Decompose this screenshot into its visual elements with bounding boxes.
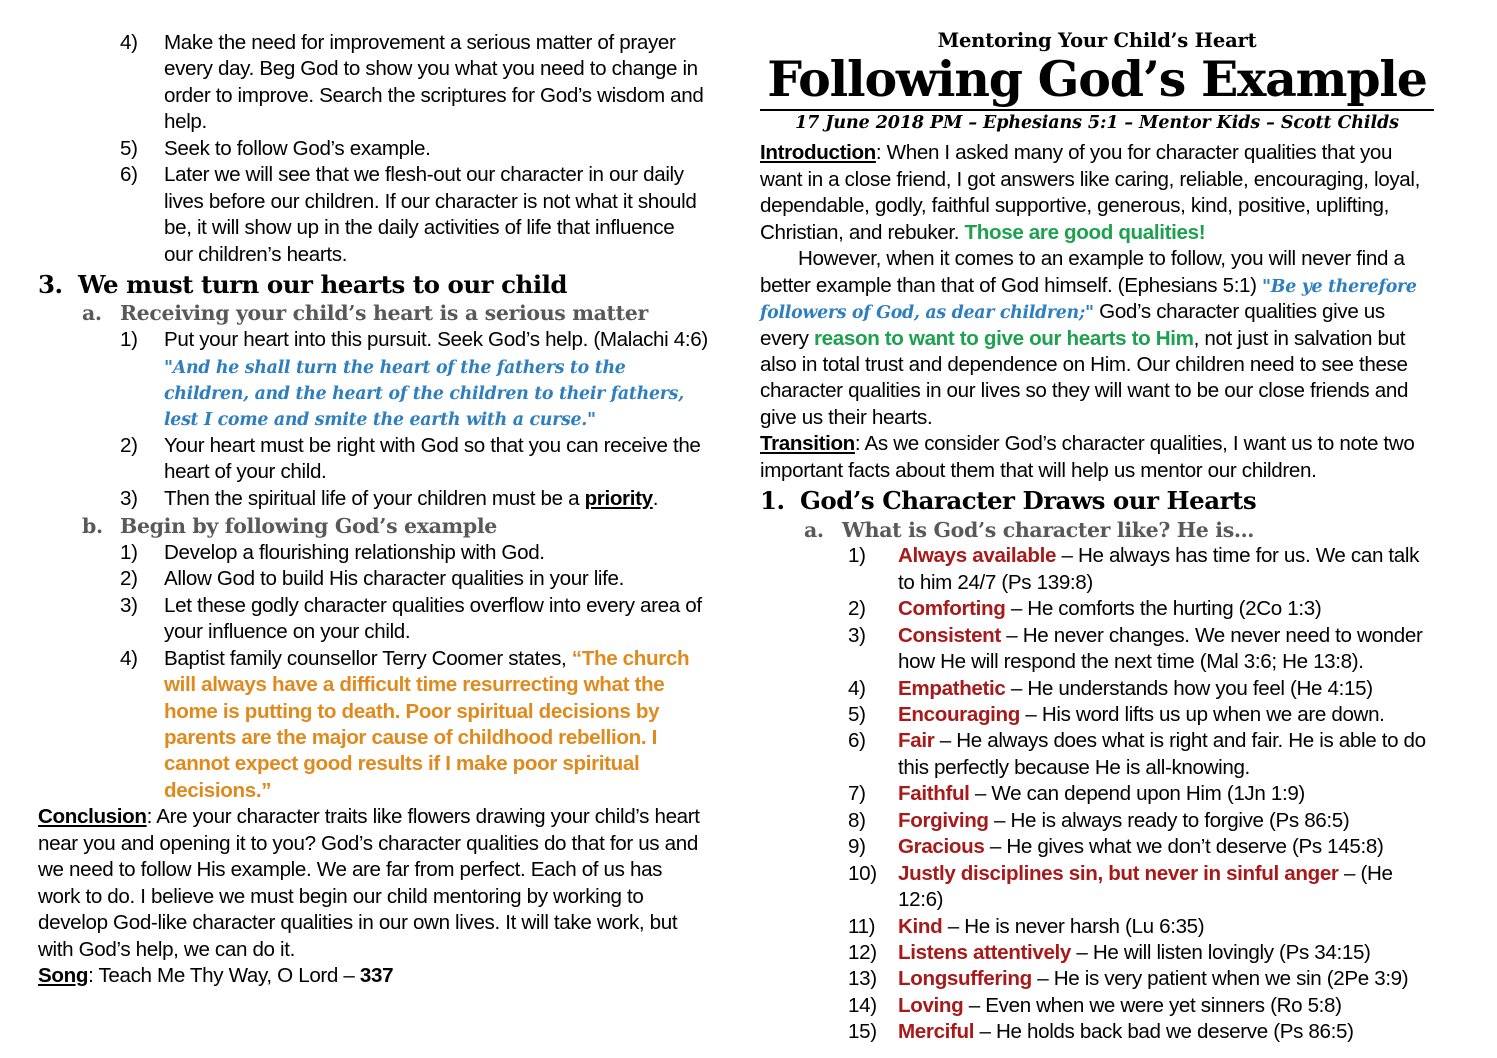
list-item-number: 3) bbox=[120, 593, 138, 617]
heading-number: b. bbox=[82, 514, 103, 539]
list-item-text bbox=[898, 781, 1434, 807]
song-label: Song bbox=[38, 964, 89, 988]
quality-description: – He always does what is right and fair. He is able to do this perfectly because He is all-knowing. bbox=[898, 729, 1426, 779]
quality-name: Gracious bbox=[898, 835, 985, 859]
list-item-text bbox=[898, 728, 1434, 781]
document-header bbox=[760, 30, 1434, 133]
quality-name: Fair bbox=[898, 729, 935, 753]
list-item bbox=[38, 433, 708, 486]
list-item-number: 13) bbox=[848, 967, 877, 991]
list-item-text: Later we will see that we flesh-out our character in our daily lives before our children. If our character is not what it should be, it will show up in the daily activities of life that influence our children’s hearts. bbox=[164, 163, 697, 266]
list-item bbox=[760, 596, 1434, 622]
heading-section-1 bbox=[760, 486, 1434, 515]
list-item bbox=[38, 646, 708, 805]
list-item-number: 4) bbox=[120, 31, 138, 54]
quality-name: Consistent bbox=[898, 623, 1001, 647]
transition-paragraph bbox=[760, 431, 1434, 484]
quality-name: Empathetic bbox=[898, 676, 1006, 700]
quality-description: – (He 12:6) bbox=[898, 861, 1393, 912]
song-line bbox=[38, 963, 708, 989]
list-item-text bbox=[898, 966, 1434, 992]
quality-description: – He comforts the hurting (2Co 1:3) bbox=[1005, 597, 1322, 621]
list-item-text: Make the need for improvement a serious matter of prayer every day. Beg God to show you what you need to change in order to improve. Search the scriptures for God’s wisdom and help. bbox=[164, 31, 704, 134]
right-column bbox=[724, 30, 1448, 1058]
quality-name: Faithful bbox=[898, 782, 970, 806]
list-item-number: 1) bbox=[120, 540, 138, 564]
list-item-number: 3) bbox=[848, 623, 866, 647]
list-item-number: 10) bbox=[848, 861, 877, 885]
song-number: 337 bbox=[359, 964, 394, 988]
list-item-number: 1) bbox=[120, 328, 138, 352]
conclusion-text: : Are your character traits like flowers drawing your child’s heart near you and opening it to you? God’s character qualities do that for us and we need to follow His example. We are far from perfect. Each of us has work to do. I believe we must begin our child mentoring by working to develop God-like character qualities in our own lives. It will take work, but with God’s help, we can do it. bbox=[38, 805, 700, 961]
conclusion-label: Conclusion bbox=[38, 805, 147, 829]
list-item-number: 1) bbox=[848, 544, 866, 568]
list-item-text bbox=[164, 486, 708, 512]
list-item-number: 14) bbox=[848, 993, 877, 1017]
however-tail-text: , not just in salvation but also in total trust and dependence on Him. Our children need to see these character qualities in our lives so they will want to be our close friends and give us their hearts. bbox=[760, 326, 1409, 429]
section-3a-list bbox=[38, 327, 708, 512]
list-item bbox=[760, 543, 1434, 596]
quality-name: Encouraging bbox=[898, 702, 1021, 726]
quality-description: – He understands how you feel (He 4:15) bbox=[1005, 676, 1373, 700]
list-item bbox=[760, 728, 1434, 781]
list-item bbox=[38, 327, 708, 433]
heading-section-3b bbox=[38, 514, 708, 539]
list-item-text bbox=[164, 646, 708, 805]
list-item bbox=[760, 940, 1434, 966]
list-item-text bbox=[898, 623, 1434, 676]
list-item-number: 11) bbox=[848, 914, 876, 938]
list-item-number: 2) bbox=[120, 433, 138, 457]
list-item bbox=[38, 486, 708, 512]
quality-name: Longsuffering bbox=[898, 967, 1032, 991]
heading-section-3 bbox=[38, 270, 708, 299]
list-item-text: Your heart must be right with God so that you can receive the heart of your child. bbox=[164, 433, 701, 484]
list-item-text bbox=[898, 993, 1434, 1019]
list-item bbox=[38, 566, 708, 592]
highlight-give-hearts: reason to want to give our hearts to Him bbox=[813, 326, 1194, 350]
list-item-number: 2) bbox=[120, 567, 138, 591]
title-divider bbox=[760, 109, 1434, 111]
quality-description: – He will listen lovingly (Ps 34:15) bbox=[1071, 941, 1371, 965]
quality-name: Justly disciplines sin, but never in sinful anger bbox=[898, 861, 1339, 885]
quality-description: – He holds back bad we deserve (Ps 86:5) bbox=[974, 1020, 1354, 1044]
song-title: : Teach Me Thy Way, O Lord – bbox=[88, 964, 360, 988]
list-item-number: 6) bbox=[120, 163, 138, 187]
scripture-quote-ephesians: "Be ye therefore followers of God, as dear children;" bbox=[760, 276, 1417, 324]
page-title: Following God’s Example bbox=[767, 50, 1427, 109]
quality-description: – Even when we were yet sinners (Ro 5:8) bbox=[963, 993, 1342, 1017]
list-item-number: 3) bbox=[120, 486, 138, 510]
item-lead-text: Put your heart into this pursuit. Seek God’s help. (Malachi 4:6) bbox=[164, 328, 708, 352]
list-item-text bbox=[898, 543, 1434, 596]
quality-description: – He is never harsh (Lu 6:35) bbox=[942, 914, 1205, 938]
series-title: Mentoring Your Child’s Heart bbox=[937, 29, 1257, 52]
list-item bbox=[38, 162, 708, 268]
item-lead-text: Then the spiritual life of your children must be a bbox=[164, 486, 585, 510]
gods-character-qualities-list bbox=[760, 543, 1434, 1046]
highlight-good-qualities: Those are good qualities! bbox=[964, 220, 1206, 244]
quality-name: Forgiving bbox=[898, 808, 989, 832]
heading-number: a. bbox=[804, 517, 824, 542]
list-item bbox=[760, 702, 1434, 728]
item-tail-text: . bbox=[652, 486, 659, 510]
introduction-label: Introduction bbox=[760, 141, 876, 165]
quality-name: Always available bbox=[898, 544, 1057, 568]
heading-section-1a bbox=[760, 518, 1434, 543]
quality-description: – His word lifts us up when we are down. bbox=[1020, 702, 1385, 726]
section-3b-list bbox=[38, 540, 708, 805]
quality-description: – He always has time for us. We can talk to him 24/7 (Ps 139:8) bbox=[898, 544, 1420, 594]
heading-section-3a bbox=[38, 301, 708, 326]
list-item bbox=[760, 623, 1434, 676]
list-item bbox=[760, 1019, 1434, 1045]
list-item bbox=[760, 676, 1434, 702]
however-lead-text: However, when it comes to an example to follow, you will never find a better example than that of God himself. (Ephesians 5:1) bbox=[760, 247, 1405, 297]
quality-name: Comforting bbox=[898, 597, 1006, 621]
heading-number: 1. bbox=[760, 486, 785, 516]
quality-description: – He never changes. We never need to wonder how He will respond the next time (Mal 3:6; He 13:8). bbox=[898, 623, 1423, 674]
list-item bbox=[38, 593, 708, 646]
list-item bbox=[760, 993, 1434, 1019]
document-subtitle: 17 June 2018 PM – Ephesians 5:1 – Mentor Kids – Scott Childs bbox=[795, 113, 1399, 134]
list-item-text: Allow God to build His character qualities in your life. bbox=[164, 567, 624, 591]
scripture-quote-malachi: "And he shall turn the heart of the fathers to the children, and the heart of the children to their fathers, lest I come and smite the earth with a curse." bbox=[164, 357, 684, 431]
quality-description: – We can depend upon Him (1Jn 1:9) bbox=[969, 782, 1305, 806]
quality-description: – He gives what we don’t deserve (Ps 145:8) bbox=[984, 835, 1384, 859]
item-lead-text: Baptist family counsellor Terry Coomer states, bbox=[164, 646, 572, 670]
list-item-number: 4) bbox=[120, 646, 138, 670]
list-item bbox=[38, 540, 708, 566]
heading-text: Begin by following God’s example bbox=[120, 514, 497, 539]
emphasis-priority: priority bbox=[584, 486, 653, 510]
continued-numbered-list bbox=[38, 30, 708, 268]
heading-text: What is God’s character like? He is… bbox=[842, 517, 1255, 542]
list-item-text bbox=[898, 914, 1434, 940]
list-item bbox=[38, 136, 708, 162]
list-item-number: 15) bbox=[848, 1020, 877, 1044]
quality-description: – He is always ready to forgive (Ps 86:5) bbox=[988, 808, 1350, 832]
heading-number: 3. bbox=[38, 270, 63, 300]
list-item-text bbox=[164, 327, 708, 433]
left-column bbox=[24, 30, 724, 1058]
list-item-text: Develop a flourishing relationship with God. bbox=[164, 540, 545, 564]
conclusion-paragraph bbox=[38, 804, 708, 963]
list-item-text bbox=[898, 596, 1434, 622]
quality-name: Loving bbox=[898, 993, 964, 1017]
list-item-number: 5) bbox=[120, 136, 138, 160]
list-item-text bbox=[898, 808, 1434, 834]
list-item-text bbox=[898, 861, 1434, 914]
list-item-number: 5) bbox=[848, 702, 866, 726]
list-item bbox=[760, 861, 1434, 914]
heading-text: Receiving your child’s heart is a serious matter bbox=[120, 301, 648, 326]
list-item-text bbox=[898, 834, 1434, 860]
list-item-number: 2) bbox=[848, 597, 866, 621]
however-mid-text: God’s character qualities give us every bbox=[760, 300, 1385, 350]
introduction-text: : When I asked many of you for character qualities that you want in a close friend, I got answers like caring, reliable, encouraging, loyal, dependable, godly, faithful supportive, generous, kind, positive, uplifting, Christian, and rebuker. bbox=[760, 141, 1420, 244]
list-item-text bbox=[898, 940, 1434, 966]
list-item-number: 12) bbox=[848, 941, 877, 965]
list-item bbox=[760, 808, 1434, 834]
heading-text: We must turn our hearts to our child bbox=[78, 270, 568, 300]
introduction-paragraph bbox=[760, 140, 1434, 246]
list-item-text: Let these godly character qualities overflow into every area of your influence on your child. bbox=[164, 593, 702, 644]
list-item bbox=[760, 834, 1434, 860]
heading-text: God’s Character Draws our Hearts bbox=[800, 486, 1257, 516]
quality-name: Merciful bbox=[898, 1020, 975, 1044]
list-item bbox=[760, 781, 1434, 807]
quality-name: Kind bbox=[898, 914, 943, 938]
list-item-number: 7) bbox=[848, 782, 866, 806]
list-item bbox=[38, 30, 708, 136]
list-item-number: 6) bbox=[848, 729, 866, 753]
list-item-number: 9) bbox=[848, 835, 866, 859]
list-item-text bbox=[898, 1019, 1434, 1045]
list-item-text bbox=[898, 676, 1434, 702]
transition-text: : As we consider God’s character qualities, I want us to note two important facts about them that will help us mentor our children. bbox=[760, 432, 1415, 482]
list-item-number: 4) bbox=[848, 676, 866, 700]
transition-label: Transition bbox=[760, 432, 855, 456]
quality-description: – He is very patient when we sin (2Pe 3:9) bbox=[1031, 967, 1409, 991]
list-item bbox=[760, 966, 1434, 992]
list-item-number: 8) bbox=[848, 808, 866, 832]
quality-name: Listens attentively bbox=[898, 941, 1072, 965]
list-item-text: Seek to follow God’s example. bbox=[164, 136, 431, 160]
heading-number: a. bbox=[82, 301, 102, 326]
list-item bbox=[760, 914, 1434, 940]
however-paragraph bbox=[760, 246, 1434, 431]
coomer-quote: “The church will always have a difficult time resurrecting what the home is putting to death. Poor spiritual decisions by parents are the major cause of childhood rebellion. I cannot expect good results if I make poor spiritual decisions.” bbox=[164, 646, 690, 802]
list-item-text bbox=[898, 702, 1434, 728]
